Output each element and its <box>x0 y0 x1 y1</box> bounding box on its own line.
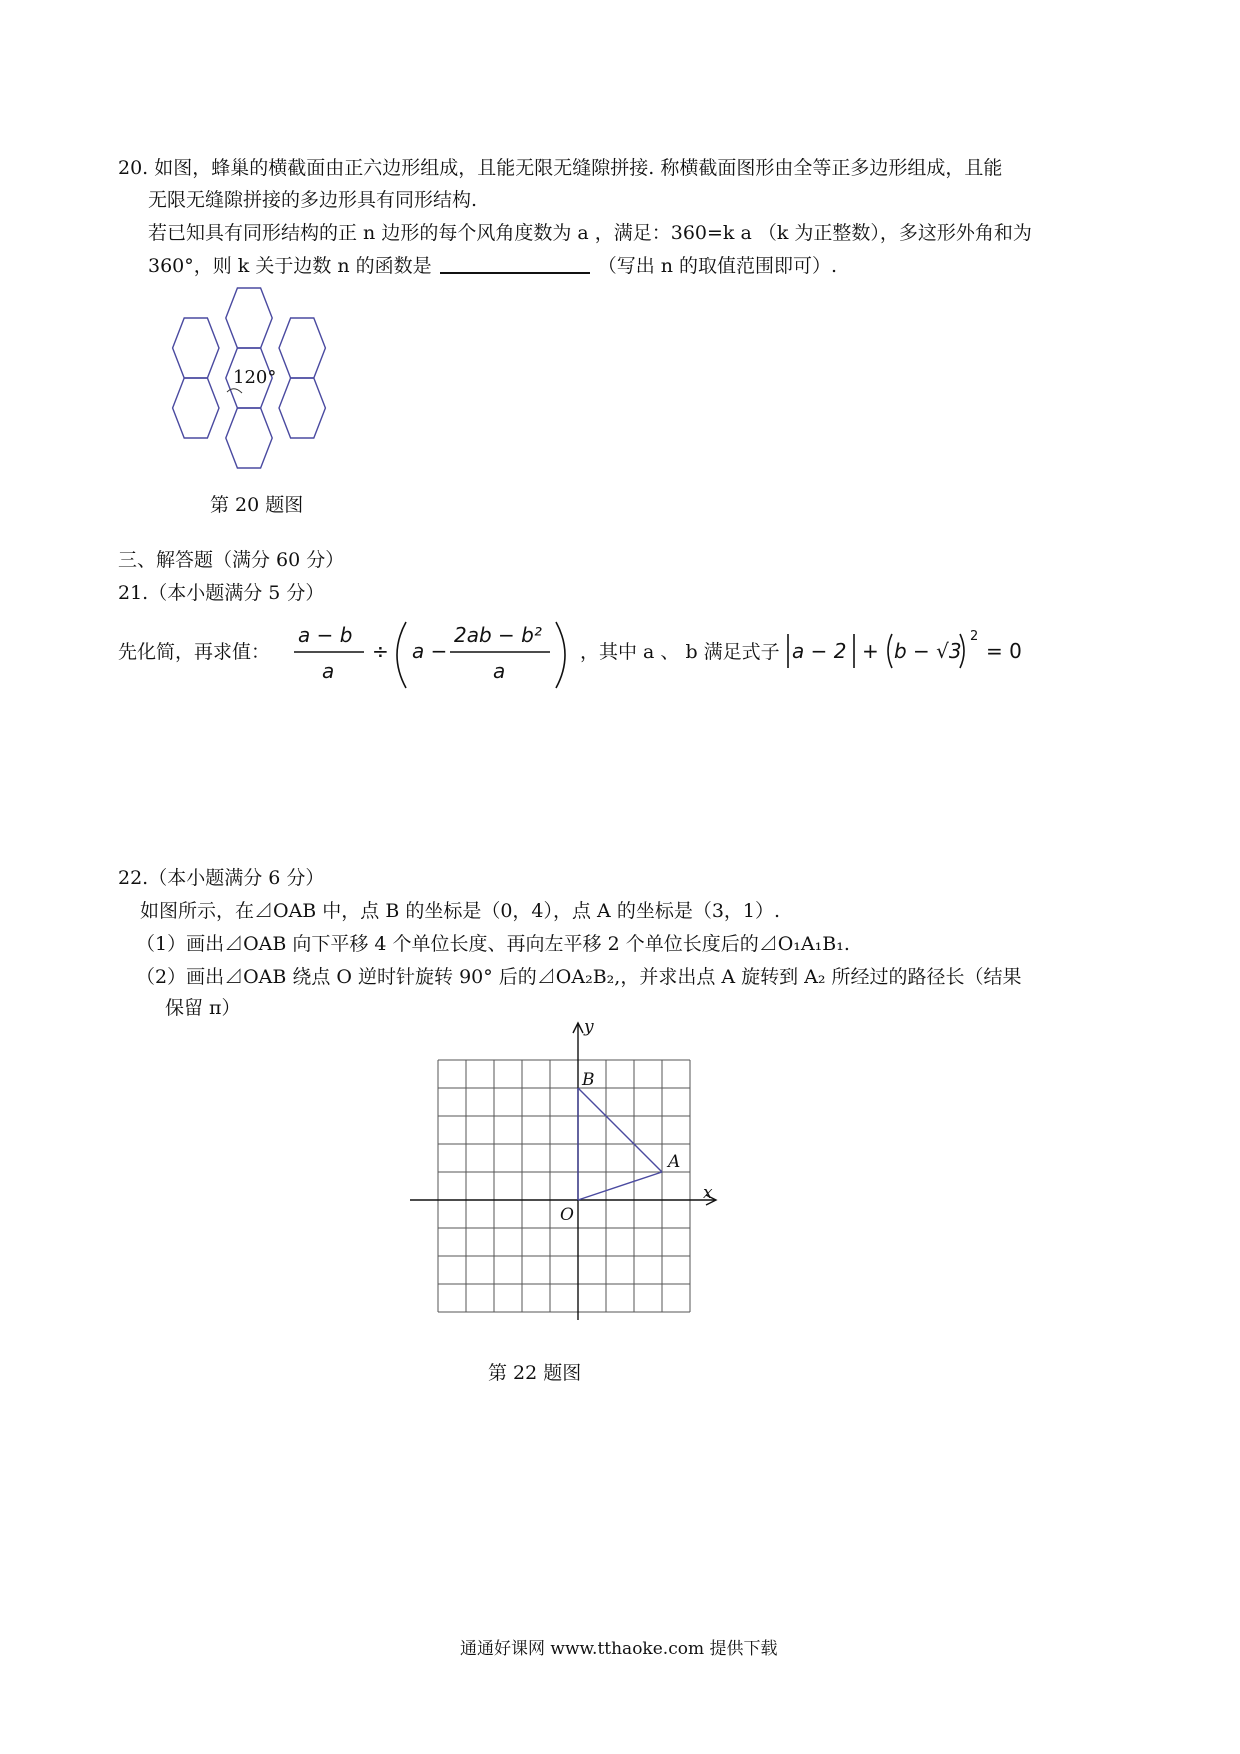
q20-line2: 无限无缝隙拼接的多边形具有同形结构. <box>148 189 478 211</box>
answer-blank <box>440 254 590 274</box>
coordinate-grid-figure <box>400 1017 720 1330</box>
q22-line3: （2）画出⊿OAB 绕点 O 逆时针旋转 90° 后的⊿OA₂B₂,，并求出点 A 旋转到 A₂ 所经过的路径长（结果 <box>136 966 1022 988</box>
frac1-denominator: a <box>322 659 335 683</box>
hexagon <box>226 288 272 348</box>
paren2-left <box>888 634 892 668</box>
exponent: 2 <box>970 629 979 644</box>
grid-lines <box>438 1060 690 1312</box>
hexagon <box>279 318 325 378</box>
q21-prefix: 先化简，再求值： <box>118 641 271 663</box>
q22-line2: （1）画出⊿OAB 向下平移 4 个单位长度、再向左平移 2 个单位长度后的⊿O₁A₁B₁. <box>136 933 850 955</box>
q22-caption: 第 22 题图 <box>488 1362 582 1384</box>
left-paren <box>397 622 406 688</box>
q22-header: 22.（本小题满分 6 分） <box>118 867 325 889</box>
hexagon <box>173 378 219 438</box>
footer-text: 通通好课网 www.tthaoke.com 提供下载 <box>460 1639 778 1659</box>
right-paren <box>556 622 565 688</box>
label-B: B <box>582 1070 595 1090</box>
q22-line1: 如图所示，在⊿OAB 中，点 B 的坐标是（0，4），点 A 的坐标是（3，1）. <box>140 900 781 922</box>
angle-label: 120° <box>233 367 277 388</box>
q20-line4 <box>148 254 837 278</box>
q20-line4-post: （写出 n 的取值范围即可）. <box>597 255 838 277</box>
angle-arc <box>227 389 242 393</box>
q20-line3: 若已知具有同形结构的正 n 边形的每个风角度数为 a ，满足：360=k a （k 为正整数），多这形外角和为 <box>148 222 1032 244</box>
frac2-numerator: 2ab − b² <box>454 623 542 647</box>
segment-OA <box>578 1172 662 1200</box>
q20-line1: 20. 如图，蜂巢的横截面由正六边形组成，且能无限无缝隙拼接. 称横截面图形由全等正多边形组成，且能 <box>118 157 1003 179</box>
label-O: O <box>560 1205 574 1225</box>
label-y: y <box>584 1017 594 1037</box>
equals-zero: = 0 <box>986 639 1022 663</box>
q20-caption: 第 20 题图 <box>210 494 304 516</box>
q21-mid-text: ，其中 a 、 b 满足式子 <box>580 641 780 663</box>
section3-title: 三、解答题（满分 60 分） <box>118 549 345 571</box>
q21-header: 21.（本小题满分 5 分） <box>118 582 325 604</box>
frac2-denominator: a <box>493 659 506 683</box>
q21-expression <box>288 612 1048 702</box>
honeycomb-figure <box>160 285 360 485</box>
q22-line4: 保留 π） <box>165 997 241 1019</box>
hexagon <box>226 408 272 468</box>
paren2-content: b − √3 <box>894 639 962 663</box>
divide-sign: ÷ <box>372 639 389 663</box>
label-x: x <box>703 1183 713 1203</box>
hexagon <box>173 318 219 378</box>
inner-a: a − <box>412 639 448 663</box>
label-A: A <box>668 1152 681 1172</box>
segment-BA <box>578 1088 662 1172</box>
q20-line4-pre: 360°，则 k 关于边数 n 的函数是 <box>148 255 432 277</box>
hexagon <box>279 378 325 438</box>
plus-sign: + <box>862 639 879 663</box>
abs-content: a − 2 <box>792 639 847 663</box>
frac1-numerator: a − b <box>298 623 353 647</box>
